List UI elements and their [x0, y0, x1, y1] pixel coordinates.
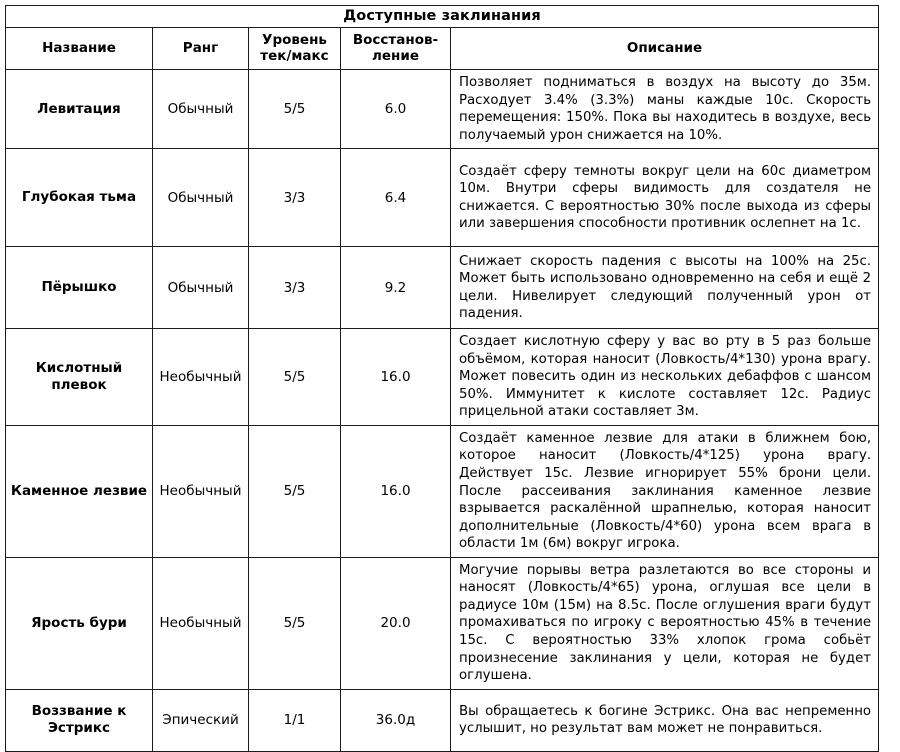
- spell-description: Могучие порывы ветра разлетаются во все стороны и наносят (Ловкость/4*65) урона, оглушая все цели в радиусе 10м (15м) на 8.5с. После оглушения враги будут промахиваться по игроку с вероятностью 45% в течение 15с. С вероятностью 33% хлопок грома собьёт произнесение заклинания у цели, которая не будет оглушена.: [451, 557, 879, 689]
- table-title-row: [6, 6, 879, 28]
- spell-cooldown: 16.0: [341, 425, 451, 557]
- spell-description: Снижает скорость падения с высоты на 100% на 25с. Может быть использовано одновременно на себя и ещё 2 цели. Нивелирует следующий полученный урон от падения.: [451, 247, 879, 329]
- spell-description: Позволяет подниматься в воздух на высоту до 35м. Расходует 3.4% (3.3%) маны каждые 10с. Скорость перемещения: 150%. Пока вы находитесь в воздухе, весь получаемый урон снижается на 10%.: [451, 70, 879, 149]
- spell-level: 5/5: [249, 557, 341, 689]
- spell-rank: Необычный: [153, 329, 249, 426]
- spell-name: Левитация: [6, 70, 153, 149]
- table-column-header-row: [6, 28, 879, 70]
- spell-name: Воззвание к Эстрикс: [6, 689, 153, 751]
- spell-cooldown: 16.0: [341, 329, 451, 426]
- spell-level: 5/5: [249, 70, 341, 149]
- spell-level: 3/3: [249, 247, 341, 329]
- table-row[interactable]: [6, 329, 879, 426]
- column-header-level-line1: Уровень: [262, 32, 327, 49]
- spell-rank: Обычный: [153, 70, 249, 149]
- spell-rank: Необычный: [153, 425, 249, 557]
- spell-rank: Эпический: [153, 689, 249, 751]
- spell-level: 5/5: [249, 329, 341, 426]
- column-header-description: Описание: [451, 28, 879, 70]
- spell-name: Кислотный плевок: [6, 329, 153, 426]
- spell-description: Создает кислотную сферу у вас во рту в 5 раз больше объёмом, которая наносит (Ловкость/4*130) урона врагу. Может повесить один из нескольких дебаффов с шансом 50%. Иммунитет к кислоте составляет 12с. Радиус прицельной атаки составляет 3м.: [451, 329, 879, 426]
- spell-cooldown: 36.0д: [341, 689, 451, 751]
- spell-level: 5/5: [249, 425, 341, 557]
- column-header-level-line2: тек/макс: [260, 47, 329, 64]
- spell-description: Создаёт каменное лезвие для атаки в ближнем бою, которое наносит (Ловкость/4*125) урона врагу. Действует 15с. Лезвие игнорирует 55% брони цели. После рассеивания заклинания каменное лезвие взрывается раскалённой шрапнелью, которая наносит дополнительные (Ловкость/4*60) урона всем врага в области 1м (6м) вокруг игрока.: [451, 425, 879, 557]
- table-row[interactable]: [6, 149, 879, 247]
- spell-level: 1/1: [249, 689, 341, 751]
- spell-level: 3/3: [249, 149, 341, 247]
- table-row[interactable]: [6, 689, 879, 751]
- available-spells-table: [5, 5, 879, 752]
- column-header-name: Название: [6, 28, 153, 70]
- table-row[interactable]: [6, 70, 879, 149]
- spell-name: Глубокая тьма: [6, 149, 153, 247]
- spell-cooldown: 6.0: [341, 70, 451, 149]
- table-row[interactable]: [6, 425, 879, 557]
- table-title: Доступные заклинания: [6, 6, 879, 28]
- column-header-rank: Ранг: [153, 28, 249, 70]
- spell-cooldown: 6.4: [341, 149, 451, 247]
- table-row[interactable]: [6, 247, 879, 329]
- spell-cooldown: 9.2: [341, 247, 451, 329]
- spell-name: Ярость бури: [6, 557, 153, 689]
- column-header-cooldown-line2: ление: [372, 47, 419, 64]
- column-header-cooldown-line1: Восстанов-: [352, 32, 439, 49]
- table-header: [6, 6, 879, 70]
- spell-cooldown: 20.0: [341, 557, 451, 689]
- spell-name: Пёрышко: [6, 247, 153, 329]
- table-row[interactable]: [6, 557, 879, 689]
- spell-description: Создаёт сферу темноты вокруг цели на 60с диаметром 10м. Внутри сферы видимость для создателя не снижается. С вероятностью 30% после выхода из сферы или завершения способности противник ослепнет на 1с.: [451, 149, 879, 247]
- spell-rank: Обычный: [153, 247, 249, 329]
- spell-name: Каменное лезвие: [6, 425, 153, 557]
- column-header-level: [249, 28, 341, 70]
- spell-description: Вы обращаетесь к богине Эстрикс. Она вас непременно услышит, но результат вам может не понравиться.: [451, 689, 879, 751]
- column-header-cooldown: [341, 28, 451, 70]
- spell-rank: Обычный: [153, 149, 249, 247]
- table-body: [6, 70, 879, 752]
- spell-rank: Необычный: [153, 557, 249, 689]
